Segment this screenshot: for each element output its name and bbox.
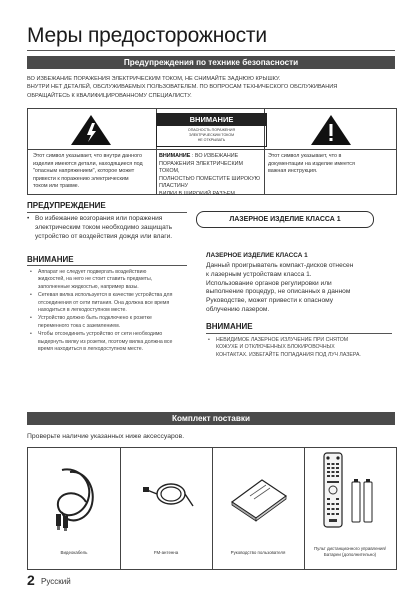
- laser-description: [206, 262, 391, 315]
- user-manual-icon: [226, 466, 290, 524]
- page-number: 2: [27, 572, 35, 588]
- description-line: "опасным напряжением", которое может: [33, 168, 135, 175]
- accessory-label: Руководство пользователя: [230, 550, 286, 555]
- caution-label-line: ОПАСНОСТЬ ПОРАЖЕНИЯ: [187, 128, 236, 132]
- exclamation-warning-icon: [310, 114, 352, 146]
- heading-rule: [206, 333, 392, 334]
- laser-line: Использование органов регулировки или: [206, 279, 332, 287]
- page-title: Меры предосторожности: [27, 24, 267, 47]
- accessory-label: FM-антенна: [153, 550, 179, 555]
- description-line: изделия имеются детали, находящиеся под: [33, 160, 143, 167]
- list-line: Сетевая вилка используется в качестве устройства для: [38, 292, 173, 299]
- accessory-label: [304, 546, 396, 558]
- accessories-table: [27, 447, 397, 570]
- heading-rule: [27, 212, 187, 213]
- description-line: ПОЛНОСТЬЮ ПОМЕСТИТЕ ШИРОКУЮ ПЛАСТИНУ: [159, 175, 261, 190]
- list-item: • Аппарат не следует подвергать воздействию жидкостей, на него не стоит ставить предметы, заполненные жидкостью, например вазы.: [30, 269, 195, 291]
- laser-line: к лазерным устройствам класса 1.: [206, 270, 312, 278]
- accessory-label-line: Батареи (дополнительно): [323, 552, 377, 557]
- description-line: важная инструкция.: [268, 168, 318, 175]
- page-language: Русский: [41, 577, 71, 586]
- laser-heading: ЛАЗЕРНОЕ ИЗДЕЛИЕ КЛАССА 1: [206, 252, 308, 259]
- laser-line: Руководстве, может привести к опасному: [206, 297, 334, 305]
- laser-class-label: ЛАЗЕРНОЕ ИЗДЕЛИЕ КЛАССА 1: [196, 211, 374, 228]
- accessories-intro: Проверьте наличие указанных ниже аксессуаров.: [27, 433, 185, 440]
- caution-line: КОЖУХЕ И ОТКЛЮЧЕННЫХ БЛОКИРОВОЧНЫХ: [216, 344, 335, 351]
- list-item: • Чтобы отсоединить устройство от сети необходимо выдернуть вилку из розетки, поэтому вилка должна все время находиться в легкодоступном месте.: [30, 331, 195, 353]
- list-item: • Сетевая вилка используется в качестве устройства для отсоединения от сети питания. Она должна все время находиться в легкодоступном месте.: [30, 292, 195, 314]
- safety-section-bar: Предупреждения по технике безопасности: [27, 56, 395, 69]
- list-line: время находиться в легкодоступном месте.: [38, 346, 144, 353]
- exclamation-symbol-description: [268, 153, 392, 176]
- list-line: заполненные жидкостью, например вазы.: [38, 283, 139, 290]
- title-rule: [27, 50, 395, 51]
- bullet-line: устройство от воздействия дождя или влаги.: [35, 232, 173, 240]
- caution-label-line: ЭЛЕКТРИЧЕСКИМ ТОКОМ: [188, 133, 235, 137]
- list-line: Чтобы отсоединить устройство от сети необходимо: [38, 331, 163, 338]
- laser-line: облучению лазером.: [206, 305, 270, 313]
- laser-caution-text: • НЕВИДИМОЕ ЛАЗЕРНОЕ ИЗЛУЧЕНИЕ ПРИ СНЯТОМ КОЖУХЕ И ОТКЛЮЧЕННЫХ БЛОКИРОВОЧНЫХ КОНТАКТАХ. ИЗБЕГАЙТЕ ПОПАДАНИЯ ПОД ЛУЧ ЛАЗЕРА.: [208, 337, 396, 359]
- list-line: выдернуть вилку из розетки, поэтому вилка должна все: [38, 338, 173, 345]
- caution-line: КОНТАКТАХ. ИЗБЕГАЙТЕ ПОПАДАНИЯ ПОД ЛУЧ ЛАЗЕРА.: [216, 351, 361, 358]
- bullet-line: электрическим током необходимо защищать: [35, 223, 173, 231]
- caution-label-box: [156, 113, 267, 147]
- bullet-line: Во избежание возгорания или поражения: [35, 215, 163, 222]
- safety-intro-line: ВНУТРИ НЕТ ДЕТАЛЕЙ, ОБСЛУЖИВАЕМЫХ ПОЛЬЗОВАТЕЛЕМ. ПО ВОПРОСАМ ТЕХНИЧЕСКОГО ОБСЛУЖИВАНИЯ: [27, 84, 338, 91]
- list-item: • Устройство должно быть подключено к розетке переменного тока с заземлением.: [30, 315, 195, 330]
- heading-rule: [27, 265, 187, 266]
- attention-heading-left: ВНИМАНИЕ: [27, 255, 74, 264]
- lightning-symbol-description: [33, 153, 151, 191]
- list-line: переменного тока с заземлением.: [38, 322, 121, 329]
- description-line: : ВО ИЗБЕЖАНИЕ: [191, 153, 239, 159]
- description-line: ВИЛКИ В ШИРОКИЙ РАЗЪЕМ.: [159, 190, 237, 197]
- warning-bullet: [27, 215, 192, 241]
- safety-intro: [27, 75, 395, 100]
- plug-caution-heading: ВНИМАНИЕ: [159, 153, 191, 159]
- description-line: Этот символ указывает, что в: [268, 153, 342, 159]
- attention-heading-right: ВНИМАНИЕ: [206, 322, 253, 331]
- list-line: отсоединения от сети питания. Она должна все время: [38, 299, 170, 306]
- lightning-warning-icon: [70, 114, 112, 146]
- batteries-icon: [350, 478, 376, 526]
- description-line: ПОРАЖЕНИЯ ЭЛЕКТРИЧЕСКИМ ТОКОМ,: [159, 160, 243, 175]
- list-line: Аппарат не следует подвергать воздействию: [38, 269, 147, 275]
- safety-intro-line: ОБРАЩАЙТЕСЬ К КВАЛИФИЦИРОВАННОМУ СПЕЦИАЛИСТУ.: [27, 92, 192, 99]
- plug-caution-description: [159, 153, 263, 199]
- bullet-dot: •: [27, 215, 30, 222]
- laser-line: Данный проигрыватель компакт-дисков отнесен: [206, 262, 354, 269]
- list-line: Устройство должно быть подключено к розетке: [38, 315, 152, 322]
- description-line: Этот символ указывает, что внутри данного: [33, 153, 142, 159]
- accessory-label: Видеокабель: [60, 550, 88, 555]
- accessories-section-bar: Комплект поставки: [27, 412, 395, 425]
- remote-control-icon: [322, 452, 344, 528]
- video-cable-icon: [48, 462, 102, 532]
- caution-label-line: НЕ ОТКРЫВАТЬ: [197, 138, 226, 142]
- safety-intro-line: ВО ИЗБЕЖАНИЕ ПОРАЖЕНИЯ ЭЛЕКТРИЧЕСКИМ ТОКОМ, НЕ СНИМАЙТЕ ЗАДНЮЮ КРЫШКУ.: [27, 76, 281, 82]
- list-line: жидкостей, на него не стоит ставить предметы,: [38, 276, 153, 283]
- safety-symbol-table: [27, 108, 397, 195]
- caution-line: НЕВИДИМОЕ ЛАЗЕРНОЕ ИЗЛУЧЕНИЕ ПРИ СНЯТОМ: [216, 337, 349, 343]
- accessory-label-line: Пульт дистанционного управления/: [313, 546, 387, 551]
- warning-heading: ПРЕДУПРЕЖДЕНИЕ: [27, 201, 106, 210]
- description-line: документации на изделие имеется: [268, 160, 355, 167]
- description-line: привести к поражению электрическим: [33, 175, 129, 182]
- table-divider: [28, 149, 396, 150]
- caution-label-heading: ВНИМАНИЕ: [157, 114, 266, 126]
- attention-list-left: [30, 269, 195, 353]
- list-line: находиться в легкодоступном месте.: [38, 307, 127, 314]
- fm-antenna-icon: [141, 470, 195, 522]
- laser-line: выполнение процедур, не описанных в данном: [206, 288, 351, 296]
- description-line: током или травме.: [33, 183, 80, 190]
